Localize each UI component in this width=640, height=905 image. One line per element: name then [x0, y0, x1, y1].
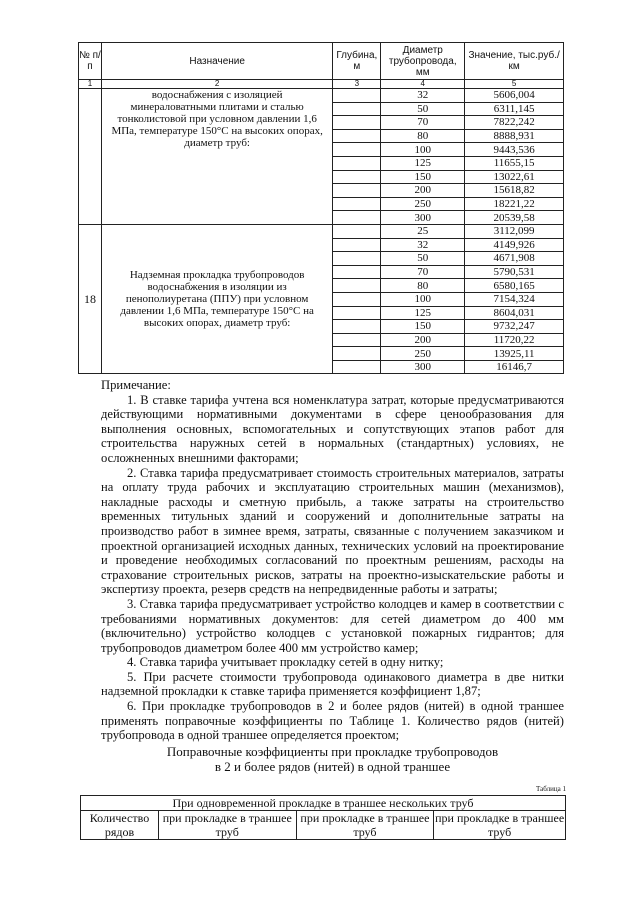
column-number: 5 [465, 80, 564, 89]
header-number: № п/п [79, 43, 102, 80]
diameter-cell: 80 [381, 279, 465, 293]
diameter-cell: 300 [381, 211, 465, 225]
depth-cell [333, 211, 381, 225]
row-description: Надземная прокладка трубопроводов водоснабжения в изоляции из пенополиуретана (ППУ) при условном давлении 1,6 МПа, температуре 150°С на высоких опорах, диаметр труб: [101, 224, 332, 374]
value-cell: 7822,242 [465, 116, 564, 130]
notes-section [101, 378, 564, 743]
column-number: 2 [101, 80, 332, 89]
diameter-cell: 250 [381, 347, 465, 361]
row-description: водоснабжения с изоляцией минераловатными плитами и сталью тонколистовой при условном давлении 1,6 МПа, температуре 150°С на высоких опорах, диаметр труб: [101, 89, 332, 225]
diameter-cell: 32 [381, 89, 465, 103]
value-cell: 15618,82 [465, 184, 564, 198]
value-cell: 11720,22 [465, 333, 564, 347]
diameter-cell: 25 [381, 224, 465, 238]
diameter-cell: 100 [381, 143, 465, 157]
value-cell: 4149,926 [465, 238, 564, 252]
diameter-cell: 300 [381, 360, 465, 374]
value-cell: 9443,536 [465, 143, 564, 157]
note-item: 3. Ставка тарифа предусматривает устройство колодцев и камер в соответствии с требованиями нормативных документов: для сетей диаметром до 400 мм (включительно) устройство колодцев с установкой пожарных гидрантов; для трубопроводов диаметром более 400 мм устройство камер; [101, 596, 564, 655]
row-number: 18 [79, 224, 102, 374]
note-item: 2. Ставка тарифа предусматривает стоимость строительных материалов, затраты на оплату труда рабочих и эксплуатацию строительных машин (механизмов), накладные расходы и сметную прибыль, а также затраты на строительство временных титульных зданий и сооружений и дополнительные затраты на производство работ в зимнее время, затраты, связанные с получением заказчиком и проектной организацией исходных данных, технических условий на проектирование и проведение необходимых согласований по проектным решениям, расходы на страхование строительных рисков, затраты на проектно-изыскательские работы и экспертизу проекта, резерв средств на непредвиденные работы и затраты; [101, 465, 564, 597]
table1-col: при прокладке в траншее труб [296, 811, 434, 840]
diameter-cell: 125 [381, 156, 465, 170]
column-number-row [79, 80, 564, 89]
table1-col: при прокладке в траншее труб [435, 811, 565, 839]
diameter-cell: 150 [381, 320, 465, 334]
depth-cell [333, 156, 381, 170]
table1-col-rows: Количество рядов [81, 811, 159, 840]
depth-cell [333, 306, 381, 320]
correction-table [80, 795, 566, 840]
value-cell: 18221,22 [465, 197, 564, 211]
diameter-cell: 200 [381, 333, 465, 347]
depth-cell [333, 292, 381, 306]
table1-title-line: Поправочные коэффициенты при прокладке трубопроводов [166, 744, 499, 759]
diameter-cell: 70 [381, 116, 465, 130]
notes-heading: Примечание: [101, 378, 171, 392]
value-cell: 3112,099 [465, 224, 564, 238]
diameter-cell: 250 [381, 197, 465, 211]
column-number: 3 [333, 80, 381, 89]
depth-cell [333, 170, 381, 184]
row-number [79, 89, 102, 225]
value-cell: 5606,004 [465, 89, 564, 103]
table1-span-header: При одновременной прокладке в траншее нескольких труб [81, 796, 566, 811]
value-cell: 8888,931 [465, 129, 564, 143]
value-cell: 13022,61 [465, 170, 564, 184]
depth-cell [333, 238, 381, 252]
depth-cell [333, 360, 381, 374]
diameter-cell: 32 [381, 238, 465, 252]
depth-cell [333, 320, 381, 334]
tariff-table [78, 42, 564, 374]
value-cell: 6311,145 [465, 102, 564, 116]
depth-cell [333, 265, 381, 279]
value-cell: 16146,7 [465, 360, 564, 374]
value-cell: 5790,531 [465, 265, 564, 279]
column-number: 4 [381, 80, 465, 89]
depth-cell [333, 89, 381, 103]
table1-title [101, 744, 564, 774]
depth-cell [333, 252, 381, 266]
value-cell: 6580,165 [465, 279, 564, 293]
depth-cell [333, 279, 381, 293]
value-cell: 11655,15 [465, 156, 564, 170]
header-value: Значение, тыс.руб./км [465, 43, 564, 80]
header-diameter: Диаметр трубопровода, мм [381, 43, 465, 80]
value-cell: 4671,908 [465, 252, 564, 266]
depth-cell [333, 143, 381, 157]
depth-cell [333, 224, 381, 238]
header-purpose: Назначение [101, 43, 332, 80]
table-row [79, 89, 564, 103]
table-row [79, 224, 564, 238]
value-cell: 20539,58 [465, 211, 564, 225]
table1-title-line: в 2 и более рядов (нитей) в одной траншее [214, 759, 451, 774]
table1-col: при прокладке в траншее труб [158, 811, 296, 840]
depth-cell [333, 184, 381, 198]
diameter-cell: 50 [381, 102, 465, 116]
diameter-cell: 70 [381, 265, 465, 279]
value-cell: 13925,11 [465, 347, 564, 361]
column-number: 1 [79, 80, 102, 89]
value-cell: 7154,324 [465, 292, 564, 306]
table1-label: Таблица 1 [536, 785, 566, 793]
depth-cell [333, 102, 381, 116]
diameter-cell: 80 [381, 129, 465, 143]
note-item: 4. Ставка тарифа учитывает прокладку сетей в одну нитку; [127, 655, 444, 670]
diameter-cell: 125 [381, 306, 465, 320]
value-cell: 8604,031 [465, 306, 564, 320]
depth-cell [333, 333, 381, 347]
diameter-cell: 100 [381, 292, 465, 306]
header-depth: Глубина, м [333, 43, 381, 80]
diameter-cell: 150 [381, 170, 465, 184]
depth-cell [333, 197, 381, 211]
note-item: 5. При расчете стоимости трубопровода одинакового диаметра в две нитки надземной прокладки к ставке тарифа применяется коэффициент 1,87; [101, 669, 564, 699]
diameter-cell: 200 [381, 184, 465, 198]
note-item: 6. При прокладке трубопроводов в 2 и более рядов (нитей) в одной траншее применять поправочные коэффициенты по Таблице 1. Количество рядов (нитей) трубопровода в одной траншее определяется проектом; [101, 699, 564, 743]
table-header-row [79, 43, 564, 80]
depth-cell [333, 129, 381, 143]
diameter-cell: 50 [381, 252, 465, 266]
depth-cell [333, 116, 381, 130]
value-cell: 9732,247 [465, 320, 564, 334]
depth-cell [333, 347, 381, 361]
note-item: 1. В ставке тарифа учтена вся номенклатура затрат, которые предусматриваются действующими нормативными документами в сфере ценообразования для выполнения основных, вспомогательных и сопутствующих этапов работ для строительства наружных сетей в нормальных (стандартных) условиях, не осложненных внешними факторами; [101, 392, 564, 465]
